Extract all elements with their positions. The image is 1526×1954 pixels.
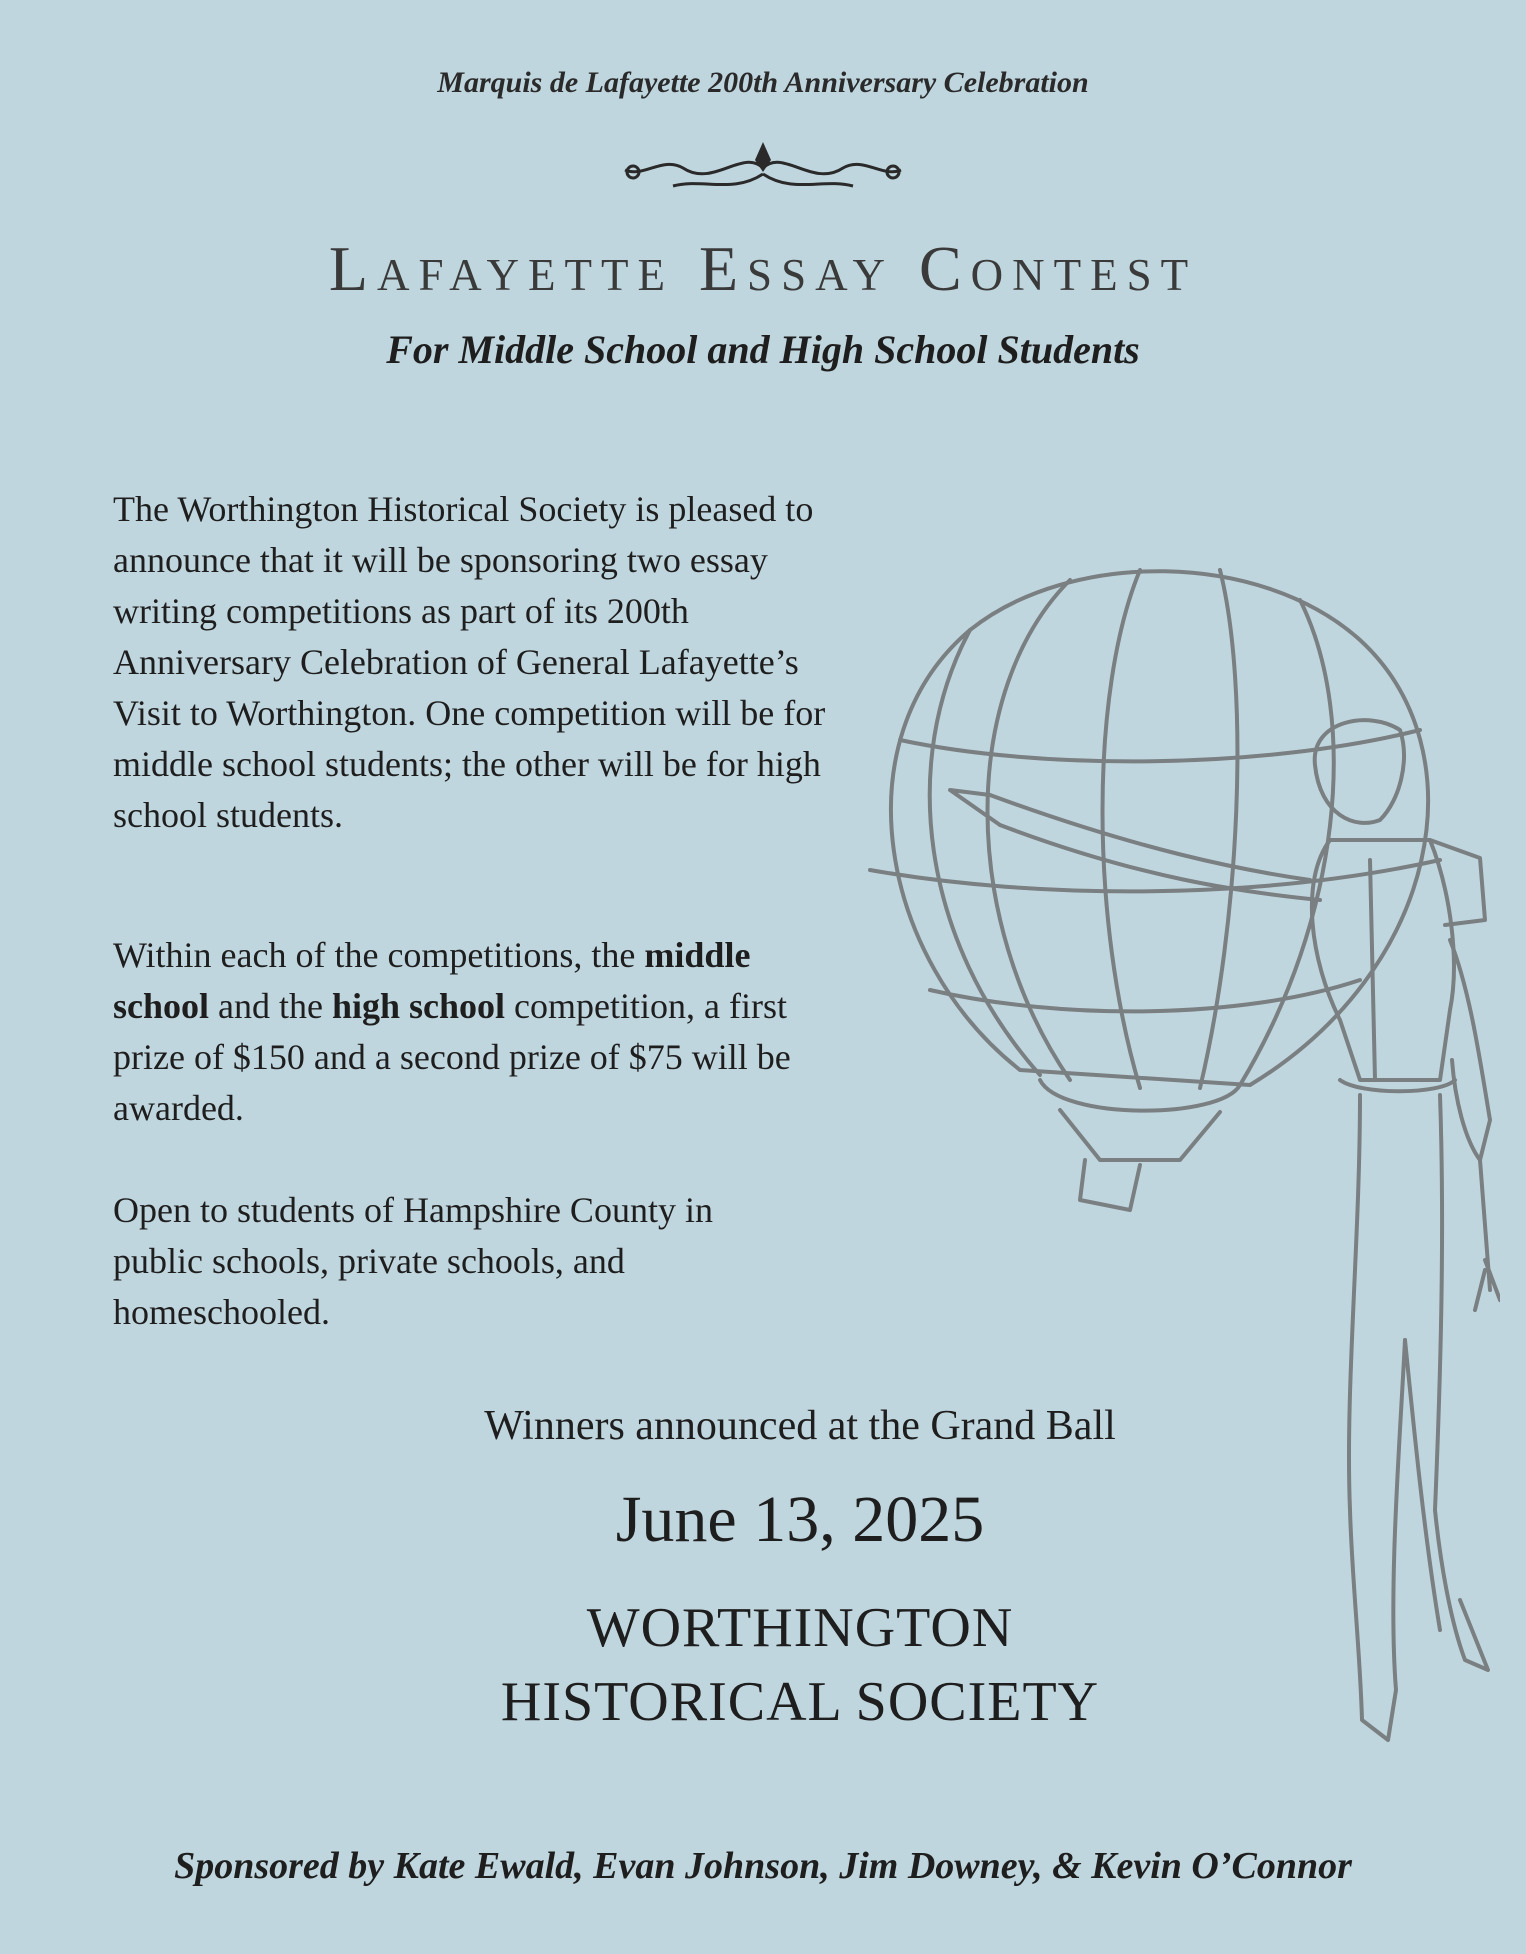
kicker-text: Marquis de Lafayette 200th Anniversary Celebration (437, 66, 1089, 99)
high-school-emphasis: high school (331, 986, 506, 1026)
page-subtitle: For Middle School and High School Students (386, 327, 1140, 372)
prize-text-2: and the (218, 986, 323, 1026)
event-date: June 13, 2025 (615, 1483, 985, 1556)
organization-name-line2: HISTORICAL SOCIETY (500, 1671, 1100, 1733)
intro-paragraph: The Worthington Historical Society is pleased to announce that it will be sponsoring two essay writing competitions as part of its 200th Anniversary Celebration of General Lafayette’s Visit to Worthington. One competition will be for middle school students; the other will be for high school students. (113, 489, 826, 835)
organization-name-line1: WORTHINGTON (586, 1597, 1014, 1659)
prize-paragraph (113, 930, 833, 1134)
eligibility-paragraph: Open to students of Hampshire County in public schools, private schools, and homeschooled. (113, 1190, 713, 1332)
flourish-ornament-icon (613, 138, 913, 202)
balloon-and-lafayette-illustration (840, 540, 1500, 1780)
sponsors-line: Sponsored by Kate Ewald, Evan Johnson, Jim Downey, & Kevin O’Connor (174, 1845, 1352, 1887)
winners-announcement: Winners announced at the Grand Ball (484, 1403, 1116, 1449)
middle-school-emphasis: middle school (113, 935, 751, 1026)
prize-text-1: Within each of the competitions, the (113, 935, 636, 975)
prize-text-3: competition, a first prize of $150 and a second prize of $75 will be awarded. (113, 986, 791, 1128)
page-title: Lafayette Essay Contest (328, 233, 1198, 304)
